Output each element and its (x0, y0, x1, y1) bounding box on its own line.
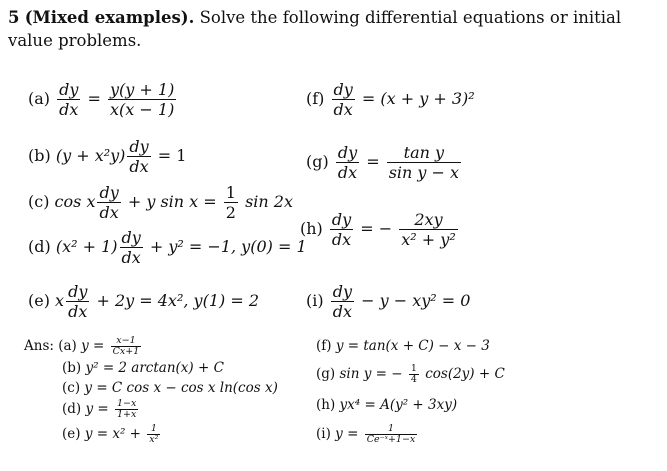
problem-g: (g) $\frac{dy}{dx}$ = $\frac{\text{tan y}}{\text{sin y − x}}$ (306, 143, 460, 182)
answer-f: (f) y = tan(x + C) − x − 3 (316, 338, 490, 354)
problem-a-label: (a) (28, 89, 51, 108)
answer-i: (i) y = $\frac{1}{\text{Ce⁻ˣ+1−x}}$ (316, 423, 416, 445)
problem-c-label: (c) (28, 192, 50, 211)
answer-c: (c) y = C cos x − cos x ln(cos x) (62, 380, 278, 396)
problem-e: (e) x $\frac{dy}{dx}$ + 2y = 4x², y(1) = 2 (28, 282, 259, 321)
problem-b-label: (b) (28, 146, 51, 165)
answer-e: (e) y = x² + $\frac{1}{\text{x²}}$ (62, 423, 159, 445)
answer-b: (b) y² = 2 arctan(x) + C (62, 360, 224, 376)
problem-h: (h) $\frac{dy}{dx}$ = − $\frac{2xy}{\text{x² + y²}}$ (300, 210, 456, 249)
answer-h: (h) yx⁴ = A(y² + 3xy) (316, 397, 458, 413)
problem-f-label: (f) (306, 89, 325, 108)
problem-c: (c) cos x $\frac{dy}{dx}$ + y sin x = $\frac{1}{2}$ sin 2x (28, 183, 293, 222)
problem-a-rhs: $\frac{y(y + 1)}{x(x - 1)}$ (110, 80, 175, 119)
problem-instructions: Solve the following differential equations or initial value problems. (8, 8, 622, 50)
answers-heading: Ans: (24, 338, 54, 354)
problem-header (8, 6, 658, 52)
problem-b: (b) (y + x²y) $\frac{dy}{dx}$ = 1 (28, 137, 187, 176)
problem-g-label: (g) (306, 152, 329, 171)
problem-number: 5 (8, 8, 20, 27)
problem-i: (i) $\frac{dy}{dx}$ − y − xy² = 0 (306, 282, 471, 321)
problem-h-label: (h) (300, 219, 323, 238)
problem-i-label: (i) (306, 291, 324, 310)
answer-g: (g) sin y = − $\frac{1}{4}$ cos(2y) + C (316, 363, 505, 385)
problem-d-label: (d) (28, 237, 51, 256)
problem-e-label: (e) (28, 291, 50, 310)
problem-f: (f) $\frac{dy}{dx}$ = (x + y + 3)² (306, 80, 475, 119)
answer-a: Ans: (a) y = $\frac{x-1}{Cx+1}$ (24, 335, 140, 357)
problem-a-lhs: $\frac{dy}{dx}$ (59, 80, 79, 119)
problem-title: (Mixed examples). (24, 8, 195, 27)
problem-a: (a) $\frac{dy}{dx}$ = $\frac{y(y + 1)}{x(x - 1)}$ (28, 80, 175, 119)
problem-d: (d) (x² + 1) $\frac{dy}{dx}$ + y² = −1, y(0) = 1 (28, 228, 307, 267)
answer-d: (d) y = $\frac{1-x}{1+x}$ (62, 398, 137, 420)
